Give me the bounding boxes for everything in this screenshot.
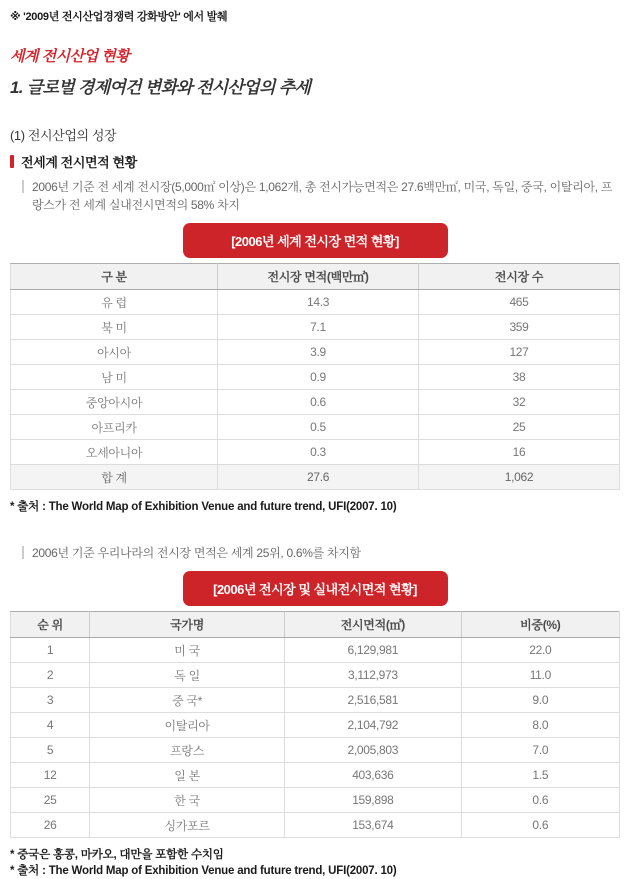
- table-cell: 일 본: [90, 763, 285, 788]
- banner1-container: [10, 214, 620, 258]
- table-cell: 0.3: [218, 440, 419, 465]
- table-cell: 0.6: [461, 813, 619, 838]
- table-cell: 359: [419, 315, 620, 340]
- table-row: [11, 290, 620, 315]
- table-row: [11, 788, 620, 813]
- table-cell: 22.0: [461, 638, 619, 663]
- table-cell: 14.3: [218, 290, 419, 315]
- table-cell: 합 계: [11, 465, 218, 490]
- table-row: [11, 315, 620, 340]
- table-cell: 프랑스: [90, 738, 285, 763]
- item-heading: [10, 152, 620, 171]
- table-row: [11, 638, 620, 663]
- source-excerpt-note: ※ '2009년 전시산업경쟁력 강화방안' 에서 발췌: [10, 11, 228, 23]
- table-row: [11, 688, 620, 713]
- table-cell: 3.9: [218, 340, 419, 365]
- table-cell: 7.0: [461, 738, 619, 763]
- table-row: [11, 390, 620, 415]
- subsection-heading: (1) 전시산업의 성장: [10, 128, 117, 143]
- table-cell: 25: [11, 788, 90, 813]
- chapter-heading: 1. 글로벌 경제여건 변화와 전시산업의 추세: [10, 78, 311, 97]
- table-cell: 7.1: [218, 315, 419, 340]
- table-header-cell: 전시장 수: [419, 264, 620, 290]
- item-heading-label: 전세계 전시면적 현황: [21, 155, 137, 170]
- table-cell: 5: [11, 738, 90, 763]
- table-cell: 403,636: [285, 763, 462, 788]
- table1-source-note: * 출처 : The World Map of Exhibition Venue and future trend, UFI(2007. 10): [10, 501, 397, 513]
- table-cell: 11.0: [461, 663, 619, 688]
- table-total-row: [11, 465, 620, 490]
- table-cell: 유 럽: [11, 290, 218, 315]
- footnote-source: * 출처 : The World Map of Exhibition Venue and future trend, UFI(2007. 10): [10, 865, 397, 877]
- table-cell: 싱가포르: [90, 813, 285, 838]
- table-cell: 중 국*: [90, 688, 285, 713]
- table-cell: 32: [419, 390, 620, 415]
- table-cell: 미 국: [90, 638, 285, 663]
- table-cell: 27.6: [218, 465, 419, 490]
- table-cell: 1,062: [419, 465, 620, 490]
- table-cell: 남 미: [11, 365, 218, 390]
- table-cell: 6,129,981: [285, 638, 462, 663]
- table-header-cell: 순 위: [11, 612, 90, 638]
- table-cell: 독 일: [90, 663, 285, 688]
- table-row: [11, 738, 620, 763]
- table-cell: 중앙아시아: [11, 390, 218, 415]
- table-cell: 2: [11, 663, 90, 688]
- table-header-cell: 전시면적(㎡): [285, 612, 462, 638]
- table-cell: 159,898: [285, 788, 462, 813]
- table-cell: 8.0: [461, 713, 619, 738]
- table-cell: 4: [11, 713, 90, 738]
- table-cell: 3: [11, 688, 90, 713]
- table-cell: 465: [419, 290, 620, 315]
- table-header-cell: 구 분: [11, 264, 218, 290]
- table-header-cell: 전시장 면적(백만㎡): [218, 264, 419, 290]
- table-row: [11, 813, 620, 838]
- table-row: [11, 365, 620, 390]
- table-cell: 0.6: [461, 788, 619, 813]
- table-cell: 16: [419, 440, 620, 465]
- table-cell: 이탈리아: [90, 713, 285, 738]
- table-cell: 38: [419, 365, 620, 390]
- table-header-row: [11, 264, 620, 290]
- table-row: [11, 415, 620, 440]
- table-cell: 0.6: [218, 390, 419, 415]
- spacer: [10, 515, 620, 537]
- table-cell: 0.5: [218, 415, 419, 440]
- table-cell: 1.5: [461, 763, 619, 788]
- table-cell: 9.0: [461, 688, 619, 713]
- world-area-table: [10, 263, 620, 490]
- table-header-cell: 비중(%): [461, 612, 619, 638]
- table-cell: 0.9: [218, 365, 419, 390]
- red-bar-icon: [10, 155, 14, 168]
- table-row: [11, 340, 620, 365]
- table-cell: 아프리카: [11, 415, 218, 440]
- table-row: [11, 663, 620, 688]
- body-paragraph-1: 2006년 기준 전 세계 전시장(5,000㎡ 이상)은 1,062개, 총 전시가능면적은 27.6백만㎡, 미국, 독일, 중국, 이탈리아, 프랑스가 전 세계 실내전시면적의 58% 차지: [22, 178, 614, 214]
- banner2-container: [10, 562, 620, 606]
- footnote-china: * 중국은 홍콩, 마카오, 대만을 포함한 수치임: [10, 849, 224, 861]
- table-cell: 12: [11, 763, 90, 788]
- table-cell: 26: [11, 813, 90, 838]
- section-title-red: 세계 전시산업 현황: [10, 48, 130, 65]
- country-ranking-table: [10, 611, 620, 838]
- table-cell: 한 국: [90, 788, 285, 813]
- table-cell: 오세아니아: [11, 440, 218, 465]
- table-cell: 2,005,803: [285, 738, 462, 763]
- table2-title-banner: [2006년 전시장 및 실내전시면적 현황]: [183, 571, 448, 606]
- table-cell: 1: [11, 638, 90, 663]
- table-cell: 25: [419, 415, 620, 440]
- table-cell: 아시아: [11, 340, 218, 365]
- table-cell: 153,674: [285, 813, 462, 838]
- table-header-cell: 국가명: [90, 612, 285, 638]
- table-cell: 2,104,792: [285, 713, 462, 738]
- table-cell: 3,112,973: [285, 663, 462, 688]
- table-cell: 127: [419, 340, 620, 365]
- table-row: [11, 763, 620, 788]
- table-cell: 2,516,581: [285, 688, 462, 713]
- table-header-row: [11, 612, 620, 638]
- table-cell: 북 미: [11, 315, 218, 340]
- table2-footnotes: [10, 847, 620, 879]
- table1-title-banner: [2006년 세계 전시장 면적 현황]: [183, 223, 448, 258]
- table-row: [11, 440, 620, 465]
- body-paragraph-2: 2006년 기준 우리나라의 전시장 면적은 세계 25위, 0.6%를 차지함: [22, 544, 614, 562]
- table-row: [11, 713, 620, 738]
